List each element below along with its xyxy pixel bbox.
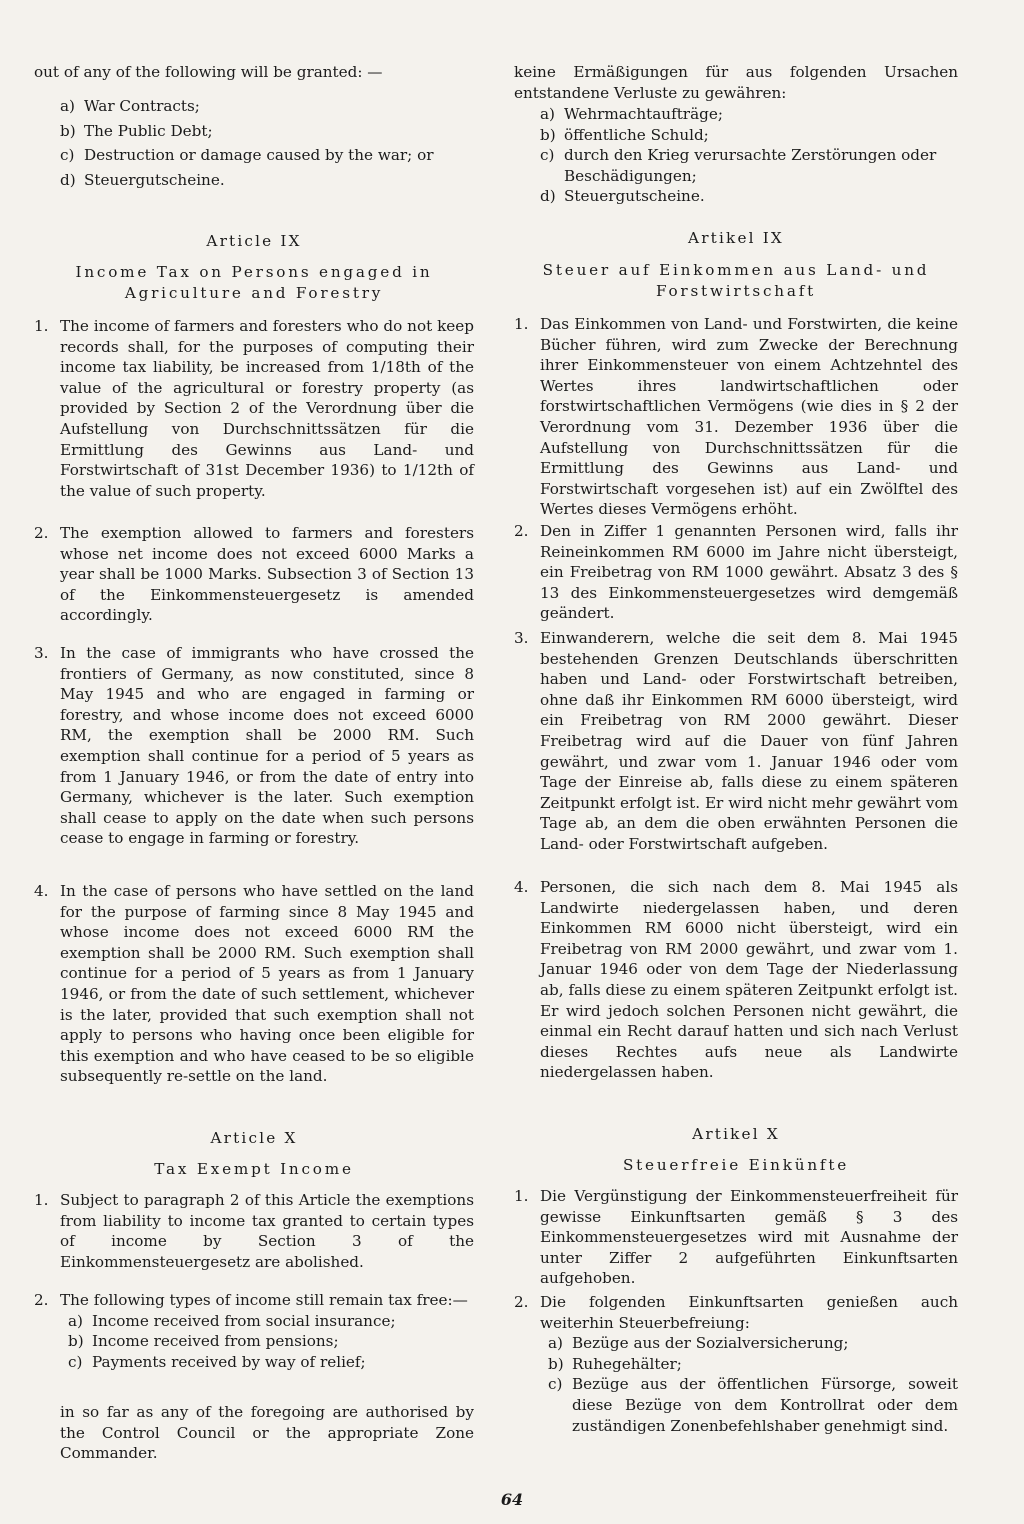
list-text: Payments received by way of relief;	[92, 1352, 366, 1371]
article-9-heading: Article IX	[206, 232, 302, 250]
list-item	[548, 1374, 958, 1436]
article-9-paragraph-1	[34, 316, 474, 501]
list-text: Bezüge aus der öffentlichen Fürsorge, soweit diese Bezüge von dem Kontrollrat oder dem zuständigen Zonenbefehlshaber genehmigt sind.	[572, 1375, 958, 1435]
list-text: War Contracts;	[84, 97, 200, 115]
list-text: Ruhegehälter;	[572, 1354, 682, 1373]
list-label: d)	[540, 187, 556, 206]
list-label: b)	[548, 1354, 564, 1373]
paragraph-number: 2.	[514, 1293, 529, 1311]
paragraph-text: In the case of persons who have settled on the land for the purpose of farming since 8 May 1945 and whose income does not exceed 6000 RM the exemption shall be 2000 RM. Such exemption shall continue for a period of 5 years as from 1 January 1946, or from the date of such settlement, whichever is the later, provided that such exemption shall not apply to persons who having once been eligible for this exemption and who have ceased to be so eligible subsequently re-settle on the land.	[60, 882, 474, 1086]
paragraph-text: Die Vergünstigung der Einkommensteuerfreiheit für gewisse Einkunftsarten gemäß § 3 des Einkommensteuergesetzes wird mit Ausnahme der unter Ziffer 2 aufgeführten Einkunftsarten aufgehoben.	[540, 1187, 958, 1288]
artikel-9-paragraph-3	[514, 628, 958, 855]
list-item	[540, 104, 958, 125]
list-text: öffentliche Schuld;	[564, 125, 709, 144]
english-intro: out of any of the following will be granted: —	[34, 63, 383, 81]
paragraph-number: 1.	[514, 315, 529, 333]
list-label: c)	[540, 146, 555, 165]
paragraph-text: Subject to paragraph 2 of this Article the exemptions from liability to income tax granted to certain types of income by Section 3 of the Einkommensteuergesetz are abolished.	[60, 1191, 474, 1271]
article-9-paragraph-4	[34, 881, 474, 1087]
list-item	[548, 1354, 958, 1375]
paragraph-number: 4.	[514, 878, 529, 896]
paragraph-number: 1.	[34, 317, 49, 335]
list-text: durch den Krieg verursachte Zerstörungen oder Beschädigungen;	[564, 146, 937, 185]
paragraph-text: Den in Ziffer 1 genannten Personen wird, falls ihr Reineinkommen RM 6000 im Jahre nicht übersteigt, ein Freibetrag von RM 1000 gewährt. Absatz 3 des § 13 des Einkommensteuergesetzes wird demgemäß geändert.	[540, 522, 958, 623]
page-number: 64	[500, 1490, 524, 1509]
english-loss-list	[34, 96, 474, 190]
list-label: b)	[60, 121, 76, 140]
artikel-10-paragraph-1	[514, 1186, 958, 1289]
paragraph-text: Einwanderern, welche die seit dem 8. Mai 1945 bestehenden Grenzen Deutschlands überschritten haben und Land- oder Forstwirtschaft betreiben, ohne daß ihr Einkommen RM 6000 übersteigt, wird ein Freibetrag von RM 2000 gewährt. Dieser Freibetrag wird auf die Dauer von fünf Jahren gewährt, und zwar vom 1. Januar 1946 oder vom Tage der Einreise ab, falls diese zu einem späteren Zeitpunkt erfolgt ist. Er wird nicht mehr gewährt vom Tage ab, an dem die oben erwähnten Personen die Land- oder Forstwirtschaft aufgeben.	[540, 629, 958, 853]
list-text: Steuergutscheine.	[564, 187, 705, 206]
list-text: Bezüge aus der Sozialversicherung;	[572, 1334, 849, 1353]
list-label: a)	[68, 1311, 83, 1330]
paragraph-number: 3.	[514, 629, 529, 647]
list-label: c)	[68, 1352, 83, 1371]
list-label: b)	[540, 125, 556, 144]
list-text: Income received from pensions;	[92, 1332, 339, 1351]
list-item	[68, 1331, 474, 1352]
paragraph-text: Das Einkommen von Land- und Forstwirten, die keine Bücher führen, wird zum Zwecke der Berechnung ihrer Einkommensteuer von einem Achtzehntel des Wertes ihres landwirtschaftlichen oder forstwirtschaftlichen Vermögens (wie dies in § 2 der Verordnung vom 31. Dezember 1936 über die Aufstellung von Durchschnittssätzen für die Ermittlung des Gewinns aus Land- und Forstwirtschaft vorgesehen ist) auf ein Zwölftel des Wertes dieses Vermögens erhöht.	[540, 315, 958, 519]
article-10-paragraph-1	[34, 1190, 474, 1272]
artikel-10-title: Steuerfreie Einkünfte	[622, 1156, 850, 1174]
list-label: a)	[540, 105, 555, 123]
list-item	[540, 186, 958, 207]
paragraph-text: Die folgenden Einkunftsarten genießen auch weiterhin Steuerbefreiung:	[540, 1293, 958, 1332]
artikel-9-paragraph-2	[514, 521, 958, 624]
list-item	[68, 1352, 474, 1373]
paragraph-number: 2.	[514, 522, 529, 540]
list-item	[60, 170, 474, 191]
list-text: Destruction or damage caused by the war; or	[84, 146, 434, 165]
list-label: c)	[548, 1375, 563, 1394]
list-label: a)	[60, 97, 75, 115]
list-item	[60, 96, 474, 117]
paragraph-number: 2.	[34, 524, 49, 542]
list-item	[60, 121, 474, 142]
list-item	[60, 145, 474, 166]
list-label: a)	[548, 1334, 563, 1353]
artikel-10-heading: Artikel X	[692, 1125, 780, 1143]
paragraph-number: 1.	[514, 1187, 529, 1205]
artikel-9-paragraph-1	[514, 314, 958, 520]
list-text: Wehrmachtaufträge;	[564, 105, 723, 123]
paragraph-text: Personen, die sich nach dem 8. Mai 1945 als Landwirte niedergelassen haben, und deren Einkommen RM 6000 nicht übersteigt, wird ein Freibetrag von RM 2000 gewährt, und zwar vom 1. Januar 1946 oder von dem Tage der Niederlassung ab, falls diese zu einem späteren Zeitpunkt erfolgt ist. Er wird jedoch solchen Personen nicht gewährt, die einmal ein Recht darauf hatten und sich nach Verlust dieses Rechtes aufs neue als Landwirte niedergelassen haben.	[540, 878, 958, 1082]
german-loss-list	[514, 104, 958, 207]
list-item	[540, 145, 958, 186]
artikel-9-heading: Artikel IX	[688, 229, 784, 247]
article-9-paragraph-2	[34, 523, 474, 626]
list-label: d)	[60, 170, 76, 189]
article-10-closing-text: in so far as any of the foregoing are authorised by the Control Council or the appropriate Zone Commander.	[60, 1403, 474, 1463]
artikel-10-paragraph-2	[514, 1292, 958, 1436]
article-9-title: Income Tax on Persons engaged in Agriculture and Forestry	[75, 263, 433, 302]
paragraph-text: The following types of income still remain tax free:—	[60, 1291, 468, 1309]
list-text: Income received from social insurance;	[92, 1311, 396, 1330]
paragraph-text: In the case of immigrants who have crossed the frontiers of Germany, as now constituted, since 8 May 1945 and who are engaged in farming or forestry, and whose income does not exceed 6000 RM, the exemption shall be 2000 RM. Such exemption shall continue for a period of 5 years as from 1 January 1946, or from the date of entry into Germany, whichever is the later. Such exemption shall cease to apply on the date when such persons cease to engage in farming or forestry.	[60, 644, 474, 848]
paragraph-number: 2.	[34, 1291, 49, 1309]
artikel-9-paragraph-4	[514, 877, 958, 1083]
article-10-heading: Article X	[210, 1129, 298, 1147]
paragraph-text: The exemption allowed to farmers and foresters whose net income does not exceed 6000 Marks a year shall be 1000 Marks. Subsection 3 of Section 13 of the Einkommensteuergesetz is amended accordingly.	[60, 524, 474, 625]
german-intro: keine Ermäßigungen für aus folgenden Ursachen entstandene Verluste zu gewähren:	[514, 63, 958, 102]
artikel-9-title: Steuer auf Einkommen aus Land- und Forstwirtschaft	[542, 261, 930, 300]
article-10-paragraph-2	[34, 1290, 474, 1372]
article-9-paragraph-3	[34, 643, 474, 849]
paragraph-text: The income of farmers and foresters who do not keep records shall, for the purposes of computing their income tax liability, be increased from 1/18th of the value of the agricultural or forestry property (as provided by Section 2 of the Verordnung über die Aufstellung von Durchschnittssätzen für die Ermittlung des Gewinns aus Land- und Forstwirtschaft of 31st December 1936) to 1/12th of the value of such property.	[60, 317, 474, 500]
list-item	[548, 1333, 958, 1354]
paragraph-number: 1.	[34, 1191, 49, 1209]
list-text: The Public Debt;	[84, 121, 213, 140]
list-text: Steuergutscheine.	[84, 170, 225, 189]
list-item	[68, 1311, 474, 1332]
article-10-title: Tax Exempt Income	[154, 1160, 354, 1178]
list-item	[540, 125, 958, 146]
paragraph-number: 4.	[34, 882, 49, 900]
paragraph-number: 3.	[34, 644, 49, 662]
list-label: c)	[60, 146, 75, 165]
list-label: b)	[68, 1332, 84, 1351]
